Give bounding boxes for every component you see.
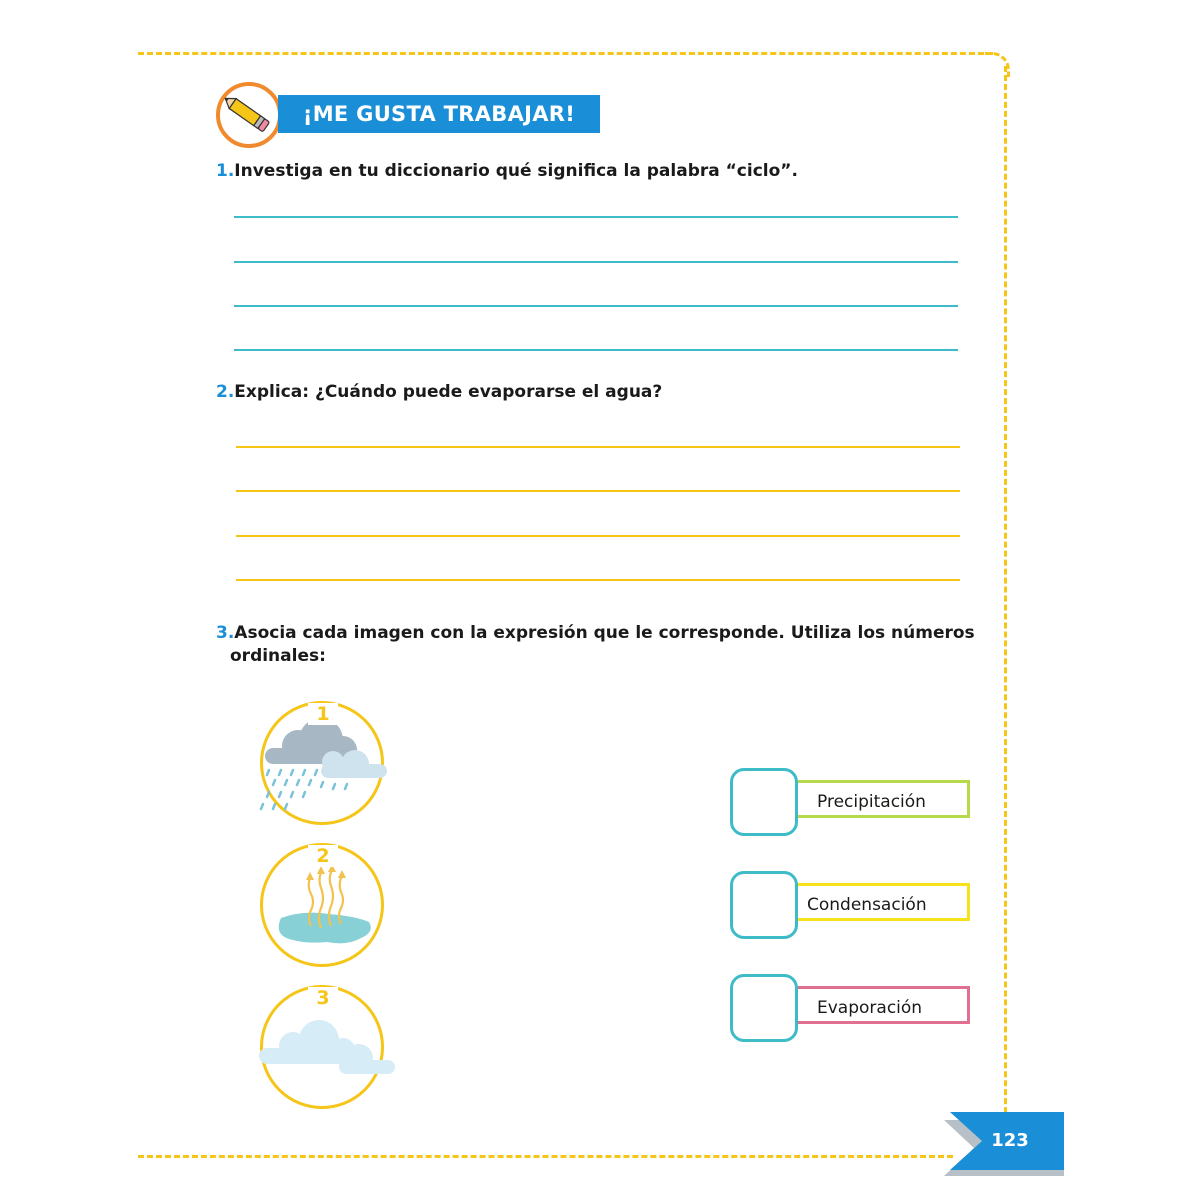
term-text: Evaporación: [817, 998, 923, 1018]
answer-line[interactable]: [234, 216, 958, 218]
image-number-2: 2: [308, 845, 338, 867]
question-text: Explica: ¿Cuándo puede evaporarse el agua?: [234, 382, 663, 402]
question-1: [216, 160, 798, 183]
answer-box-evaporacion[interactable]: [730, 974, 798, 1042]
pencil-icon: [216, 82, 282, 148]
answer-line[interactable]: [234, 305, 958, 307]
answer-line[interactable]: [236, 490, 960, 492]
image-number-3: 3: [308, 987, 338, 1009]
section-banner: [278, 95, 600, 133]
question-text: Investiga en tu diccionario qué significa la palabra “ciclo”.: [234, 161, 798, 181]
question-2: [216, 381, 662, 404]
term-label-precipitacion: [788, 780, 970, 818]
answer-line[interactable]: [236, 446, 960, 448]
question-number: 3.: [216, 623, 235, 643]
dashed-frame-right: [1004, 66, 1007, 1158]
question-text-continued: ordinales:: [230, 646, 326, 666]
page-number: 123: [991, 1130, 1029, 1151]
question-number: 2.: [216, 382, 235, 402]
dashed-frame-bottom: [138, 1155, 953, 1158]
question-number: 1.: [216, 161, 235, 181]
answer-line[interactable]: [236, 535, 960, 537]
answer-box-precipitacion[interactable]: [730, 768, 798, 836]
image-number-1: 1: [308, 703, 338, 725]
section-title: ¡ME GUSTA TRABAJAR!: [302, 102, 576, 126]
term-text: Condensación: [807, 895, 927, 915]
question-3: [216, 622, 976, 668]
answer-line[interactable]: [234, 349, 958, 351]
question-text: Asocia cada imagen con la expresión que le corresponde. Utiliza los números: [234, 623, 975, 643]
term-label-condensacion: [788, 883, 970, 921]
dashed-frame-top: [138, 52, 993, 55]
term-label-evaporacion: [788, 986, 970, 1024]
term-text: Precipitación: [817, 792, 926, 812]
answer-line[interactable]: [236, 579, 960, 581]
answer-line[interactable]: [234, 261, 958, 263]
answer-box-condensacion[interactable]: [730, 871, 798, 939]
